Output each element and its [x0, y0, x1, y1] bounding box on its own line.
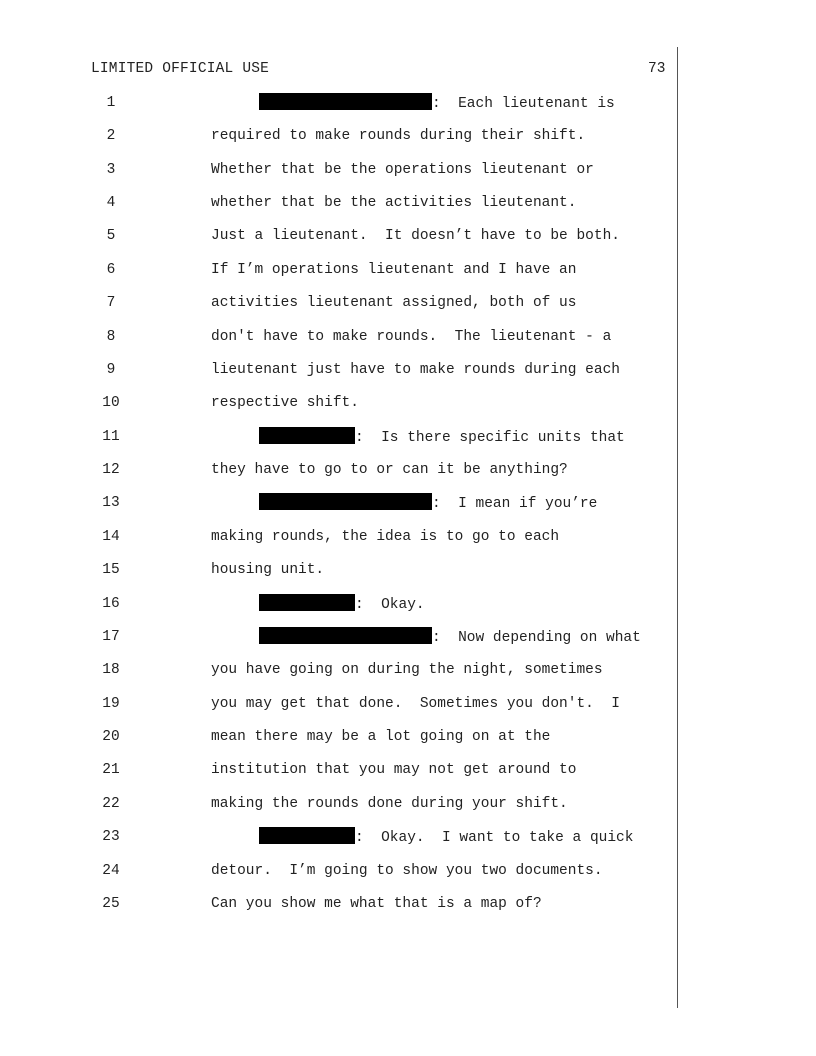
transcript-line	[0, 393, 816, 413]
line-text	[211, 861, 603, 881]
line-text	[211, 727, 550, 747]
line-number: 11	[102, 428, 120, 445]
line-content: : Is there specific units that	[355, 429, 625, 446]
line-text	[211, 560, 324, 580]
transcript-line	[0, 260, 816, 280]
line-text	[211, 460, 568, 480]
line-content: housing unit.	[211, 562, 325, 579]
line-content: : Okay. I want to take a quick	[355, 830, 634, 847]
line-number: 17	[102, 628, 120, 645]
line-content: Just a lieutenant. It doesn’t have to be both.	[211, 228, 620, 245]
line-content: whether that be the activities lieutenant.	[211, 195, 577, 212]
line-number: 21	[102, 762, 120, 779]
line-text	[211, 293, 576, 313]
transcript-line	[0, 627, 816, 647]
line-text	[211, 360, 620, 380]
line-number: 6	[106, 261, 116, 278]
line-text	[211, 260, 576, 280]
line-text	[211, 160, 594, 180]
line-content: making rounds, the idea is to go to each	[211, 528, 560, 545]
line-text	[259, 427, 625, 448]
transcript-line	[0, 827, 816, 847]
transcript-line	[0, 193, 816, 213]
line-content: you may get that done. Sometimes you don't. I	[211, 695, 620, 712]
transcript-line	[0, 794, 816, 814]
line-content: institution that you may not get around to	[211, 762, 577, 779]
line-number: 10	[102, 395, 120, 412]
line-text	[211, 660, 603, 680]
transcript-line	[0, 93, 816, 113]
line-content: required to make rounds during their shift.	[211, 128, 586, 145]
line-text	[211, 894, 542, 914]
line-content: respective shift.	[211, 395, 359, 412]
line-number: 15	[102, 562, 120, 579]
line-number: 5	[106, 228, 116, 245]
line-text	[259, 627, 641, 648]
line-number: 19	[102, 695, 120, 712]
line-number: 23	[102, 829, 120, 846]
line-number: 16	[102, 595, 120, 612]
line-content: Can you show me what that is a map of?	[211, 895, 542, 912]
line-number: 12	[102, 462, 120, 479]
redacted-speaker-name	[259, 93, 432, 110]
line-number: 22	[102, 795, 120, 812]
line-number: 14	[102, 528, 120, 545]
line-content: If I’m operations lieutenant and I have an	[211, 261, 577, 278]
line-content: lieutenant just have to make rounds during each	[211, 361, 620, 378]
transcript-line	[0, 360, 816, 380]
line-number: 9	[106, 361, 116, 378]
transcript-line	[0, 293, 816, 313]
line-number: 20	[102, 729, 120, 746]
line-number: 1	[106, 95, 116, 111]
line-content: : I mean if you’re	[432, 496, 598, 513]
transcript-line	[0, 160, 816, 180]
redacted-speaker-name	[259, 594, 355, 611]
line-number: 2	[106, 128, 116, 145]
transcript-line	[0, 126, 816, 146]
redacted-speaker-name	[259, 493, 432, 510]
transcript-line	[0, 327, 816, 347]
line-content: mean there may be a lot going on at the	[211, 729, 551, 746]
transcript-line	[0, 861, 816, 881]
redacted-speaker-name	[259, 427, 355, 444]
line-text	[259, 594, 425, 615]
transcript-line	[0, 894, 816, 914]
line-text	[211, 226, 620, 246]
line-text	[259, 93, 615, 114]
page-number: 73	[648, 61, 666, 77]
line-content: : Okay.	[355, 596, 425, 613]
redacted-speaker-name	[259, 627, 432, 644]
transcript-line	[0, 560, 816, 580]
line-content: : Now depending on what	[432, 629, 641, 646]
line-text	[259, 493, 597, 514]
line-content: making the rounds done during your shift.	[211, 795, 568, 812]
transcript-line	[0, 427, 816, 447]
transcript-line	[0, 694, 816, 714]
line-content: activities lieutenant assigned, both of us	[211, 295, 577, 312]
classification-header: LIMITED OFFICIAL USE	[91, 61, 270, 77]
line-number: 7	[106, 295, 116, 312]
line-number: 4	[106, 195, 116, 212]
transcript-line	[0, 527, 816, 547]
redacted-speaker-name	[259, 827, 355, 844]
line-content: Whether that be the operations lieutenant or	[211, 161, 594, 178]
transcript-line	[0, 727, 816, 747]
line-content: don't have to make rounds. The lieutenant - a	[211, 328, 612, 345]
transcript-line	[0, 760, 816, 780]
line-text	[259, 827, 633, 848]
line-number: 8	[106, 328, 116, 345]
transcript-line	[0, 660, 816, 680]
transcript-line	[0, 460, 816, 480]
line-text	[211, 393, 359, 413]
transcript-line	[0, 226, 816, 246]
line-number: 18	[102, 662, 120, 679]
line-number: 25	[102, 895, 120, 912]
line-text	[211, 327, 611, 347]
line-text	[211, 126, 585, 146]
transcript-line	[0, 493, 816, 513]
line-content: they have to go to or can it be anything?	[211, 462, 568, 479]
line-text	[211, 760, 576, 780]
line-number: 3	[106, 161, 116, 178]
transcript-line	[0, 594, 816, 614]
line-content: you have going on during the night, sometimes	[211, 662, 603, 679]
line-text	[211, 694, 620, 714]
line-number: 13	[102, 495, 120, 512]
line-content: detour. I’m going to show you two documents.	[211, 862, 603, 879]
line-text	[211, 527, 559, 547]
line-text	[211, 193, 576, 213]
line-text	[211, 794, 568, 814]
line-number: 24	[102, 862, 120, 879]
line-content: : Each lieutenant is	[432, 96, 615, 112]
